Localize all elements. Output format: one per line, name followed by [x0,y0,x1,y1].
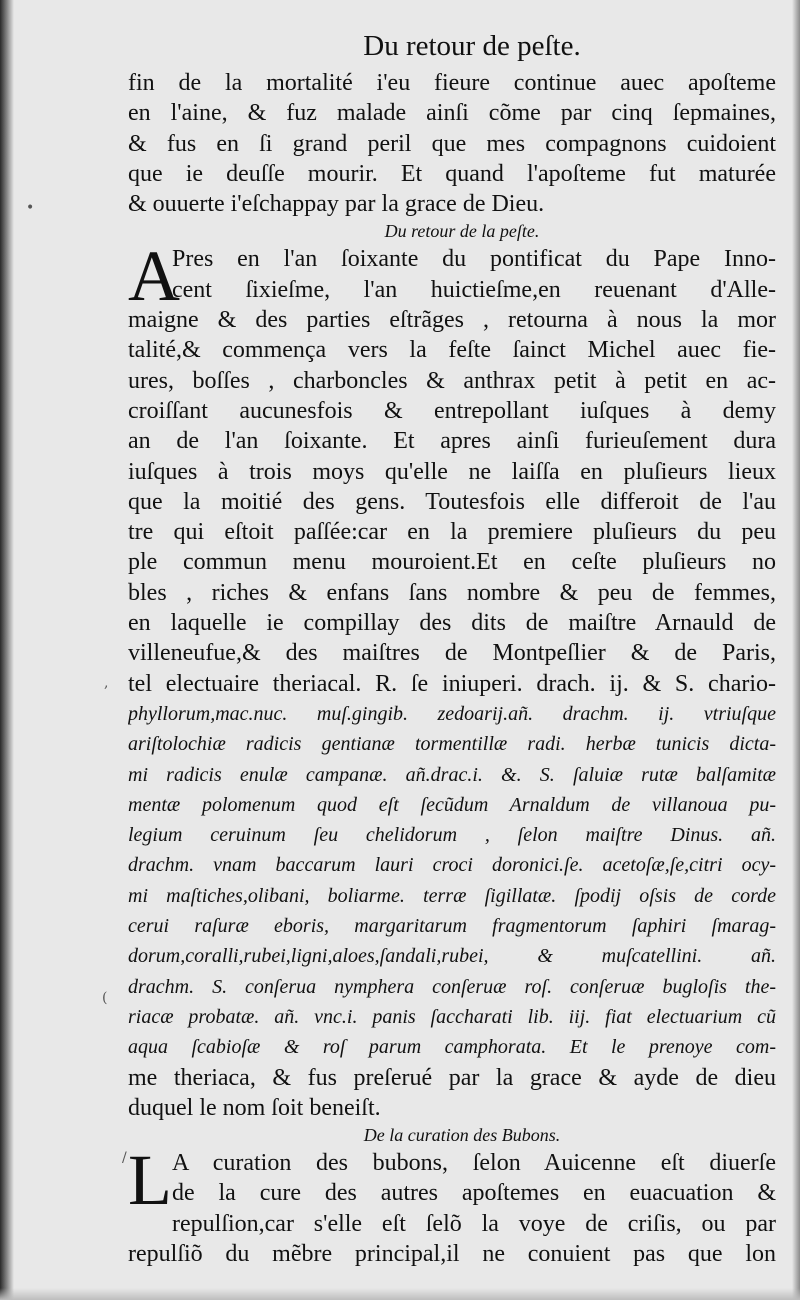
margin-mark: / [122,1150,127,1166]
text-line: en l'aine, & fuz malade ainſi cõme par cinq ſepmaines, [128,100,776,127]
text-line: ariſtolochiæ radicis gentianæ tormentillæ radi. herbæ tunicis dicta- [128,733,776,756]
text-line: mi maſtiches,olibani, boliarme. terræ ſigillatæ. ſpodij oſsis de corde [128,884,776,907]
text-line: iuſques à trois moys qu'elle ne laiſſa en pluſieurs lieux [128,458,776,485]
opening-paragraph [128,68,776,219]
text-line: fin de la mortalité i'eu fieure continue auec apoſteme [128,70,776,96]
text-line: ures, boſſes , charboncles & anthrax petit à petit en ac- [128,367,776,394]
text-line: ple commun menu mouroient.Et en ceſte pluſieurs no [128,549,776,576]
page-edge-shadow [792,0,800,1300]
bottom-edge [0,1288,800,1300]
text-line: repulſion,car s'elle eſt ſelõ la voye de criſis, ou par [172,1210,776,1237]
text-line: tel electuaire theriacal. R. ſe iniuperi. drach. ij. & S. chario- [128,670,776,697]
text-line: talité,& commença vers la feſte ſainct Michel auec fie- [128,337,776,364]
gutter-shadow [0,0,14,1300]
text-line: riacæ probatæ. añ. vnc.i. panis ſaccharati lib. iij. fiat electuarium cũ [128,1005,776,1028]
text-line: & fus en ſi grand peril que mes compagnons cuidoient [128,130,776,157]
text-line: cerui raſuræ eboris, margaritarum fragmentorum ſaphiri ſmarag- [128,915,776,938]
text-column [128,28,776,1269]
text-line: mi radicis enulæ campanæ. añ.drac.i. &. S. ſaluiæ rutæ balſamitæ [128,763,776,786]
text-line: villeneufue,& des maiſtres de Montpeſlier & de Paris, [128,640,776,667]
section-title: Du retour de la peſte. [384,221,540,242]
text-line: dorum,coralli,rubei,ligni,aloes,ſandali,rubei, & muſcatellini. añ. [128,945,776,968]
text-line: drachm. vnam baccarum lauri croci doronici.ſe. acetoſæ,ſe,citri ocy- [128,854,776,877]
text-line: legium ceruinum ſeu chelidorum , ſelon maiſtre Dinus. añ. [128,824,776,847]
drop-cap: A [128,236,180,317]
text-line: cent ſixieſme, l'an huictieſme,en reuenant d'Alle- [172,276,776,303]
margin-mark: • [26,200,35,216]
text-line: aqua ſcabioſæ & roſ parum camphorata. Et le prenoye com- [128,1036,776,1059]
section-paragraph [128,1140,776,1269]
text-line: A curation des bubons, ſelon Auicenne eſt diuerſe [172,1150,776,1177]
text-line: que ie deuſſe mourir. Et quand l'apoſteme fut maturée [128,160,776,187]
running-head: Du retour de peſte. [363,30,581,62]
margin-mark: ( [102,990,108,1006]
text-line: repulſiõ du mẽbre principal,il ne conuient pas que lon [128,1240,776,1267]
text-line: Pres en l'an ſoixante du pontificat du Pape Inno- [172,246,776,273]
text-line: me theriaca, & fus preſerué par la grace & ayde de dieu [128,1064,776,1091]
text-line: drachm. S. conſerua nymphera conſeruæ roſ. conſeruæ bugloſis the- [128,975,776,998]
text-line: maigne & des parties eſtrãges , retourna à nous la mor [128,307,776,334]
text-line: en laquelle ie compillay des dits de maiſtre Arnauld de [128,610,776,637]
text-line: phyllorum,mac.nuc. muſ.gingib. zedoarij.añ. drachm. ij. vtriuſque [128,702,776,725]
text-line: & ouuerte i'eſchappay par la grace de Dieu. [128,191,545,218]
section-title: De la curation des Bubons. [363,1125,561,1146]
margin-mark: , [104,675,109,691]
text-line: duquel le nom ſoit beneiſt. [128,1094,381,1121]
text-line: mentæ polomenum quod eſt ſecũdum Arnaldum de villanoua pu- [128,793,776,816]
text-line: bles , riches & enfans ſans nombre & peu de femmes, [128,579,776,606]
text-line: croiſſant aucunesfois & entrepollant iuſques à demy [128,397,776,424]
text-line: an de l'an ſoixante. Et apres ainſi furieuſement dura [128,428,776,455]
text-line: de la cure des autres apoſtemes en euacuation & [172,1180,776,1207]
text-line: que la moitié des gens. Toutesfois elle differoit de l'au [128,488,776,515]
section-paragraph [128,236,776,1123]
text-line: tre qui eſtoit paſſée:car en la premiere pluſieurs du peu [128,519,776,546]
drop-cap: L [128,1140,172,1221]
